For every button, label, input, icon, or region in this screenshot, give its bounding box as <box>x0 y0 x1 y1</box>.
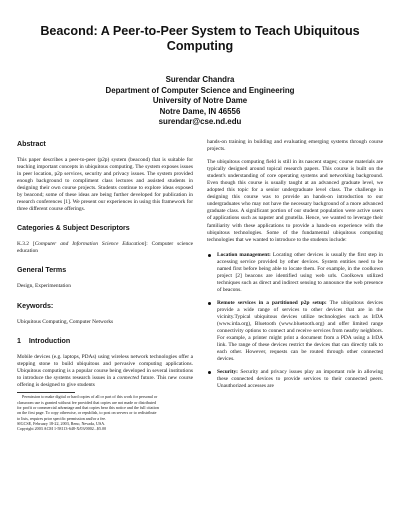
general-terms-heading: General Terms <box>17 266 67 275</box>
categories-rest: ]: Computer science education <box>17 241 193 255</box>
body-paragraph-1: hands-on training in building and evaluating emerging systems through course projects. <box>207 139 383 153</box>
left-column <box>17 140 193 431</box>
footnote-line-7: Copyright 2003 ACM 1-58113-648-X/03/0002...$5.00 <box>17 426 107 432</box>
list-item-label: Security: <box>217 369 238 376</box>
author-university: University of Notre Dame <box>152 96 248 105</box>
footnote-line-5: to lists, requires prior specific permission and/or a fee. <box>17 415 107 421</box>
bullet-icon <box>208 254 211 257</box>
bullet-icon <box>208 302 211 305</box>
list-item <box>207 300 383 363</box>
abstract-text: This paper describes a peer-to-peer (p2p) system (beacond) that is suitable for teaching important concepts in ubiquitous computing. The system exposes issues in peer location, p2p services, security and privacy issues. The system provided enough background to compliment class lectures and assisted students in designing their own course projects. Students continue to explore ideas exposed by beacond; some of these ideas are being further developed for publication in research conferences [1]. We present our experiences in using this framework for three different course offerings. <box>17 157 193 213</box>
categories-italic: Computer and Information Science Education <box>34 241 145 248</box>
footnote-line-6: SIGCSE, February 18-22, 2003, Reno, Nevada, USA. <box>17 420 106 426</box>
list-item <box>207 369 383 390</box>
footnote-line-1: Permission to make digital or hard copies of all or part of this work for personal or <box>22 394 158 400</box>
general-terms-text: Design, Experimentation <box>17 283 71 290</box>
bullet-icon <box>208 371 211 374</box>
introduction-text-a: Mobile devices (e.g. laptops, PDAs) using wireless network technologies offer a stepping stone to build ubiquitous and pervasive computing applications. Ubiquitous computing is a popular course being developed in several institutions to introduce the systems research issues in a <box>17 353 193 381</box>
abstract-heading: Abstract <box>17 140 46 148</box>
footnote-line-4: on the first page. To copy otherwise, or republish, to post on servers or to redistribute <box>17 410 157 416</box>
introduction-italic: connected <box>117 374 139 381</box>
list-item-label: Remote services in a partitioned p2p setup: <box>217 299 327 306</box>
list-item-text: Security and privacy issues play an important role in allowing these connected devices to provide services to their connected peers. Unauthorized accesses are <box>217 369 383 390</box>
title-line-2: Computing <box>166 39 234 53</box>
categories-text <box>17 241 193 255</box>
keywords-text: Ubiquitous Computing, Computer Networks <box>17 318 114 325</box>
author-department: Department of Computer Science and Engineering <box>105 85 295 95</box>
author-city: Notre Dame, IN 46556 <box>159 106 241 116</box>
paper-title <box>20 24 380 54</box>
list-item <box>207 252 383 294</box>
right-column <box>207 139 383 397</box>
list-item-label: Location management: <box>217 251 271 258</box>
permission-footnote <box>17 394 193 431</box>
list-item-text: The ubiquitous devices provide a wide range of services to other devices that are in the vicinity.Typical ubiquitous devices utilize technologies such as IrDA (www.irda.org), Bluetooth (www.bluetooth.org) and offer limited range connectivity options to connect and receive services from nearby neighbors. For example, a printer might print a document from a PDA using a IrDA link. The range of these devices restrict the devices that can directly talk to each other. However, requests can be routed through other connected devices. <box>217 299 383 363</box>
author-block <box>20 75 380 128</box>
categories-heading: Categories & Subject Descriptors <box>17 224 130 233</box>
list-item-text: Locating other devices is usually the first step in accessing service provided by other devices. System entities need to be named first before being able to locate them. For example, in the coolkown project [2] beacons are identified using web urls. Coolkown utilized techniques such as direct and indirect sensing to announce the web presence of beacons. <box>217 251 384 293</box>
introduction-text <box>17 354 193 389</box>
footnote-rule <box>17 392 75 393</box>
footnote-line-2: classroom use is granted without fee provided that copies are not made or distributed <box>17 399 157 405</box>
body-paragraph-2: The ubiquitous computing field is still in its nascent stages; course materials are typically designed around topical research papers. This course is built on the student's understanding of core operating systems and networking background. Even though this course is usually taught at an advanced graduate level, we adopted this topic for a senior undergraduate level class. The challenge in designing this course was to provide an hands-on introduction to our undergraduates who may not have the necessary background of a more advanced graduate class. A significant portion of our student population were active users of applications such as napster and gnutella. Hence, we wanted to leverage their familiarity with these applications to provide a hands-on experience with the ubiquitous technologies. Some of the fundamental ubiquitous computing technologies that we wanted to introduce to the students include: <box>207 159 383 243</box>
technology-list <box>207 252 383 391</box>
author-email: surendar@cse.nd.edu <box>158 117 242 126</box>
categories-code: K.3.2 [ <box>17 241 35 248</box>
footnote-line-3: for profit or commercial advantage and that copies bear this notice and the full citation <box>17 404 159 410</box>
introduction-heading: 1 Introduction <box>17 336 71 345</box>
author-name: Surendar Chandra <box>165 75 235 84</box>
introduction-text-b: future. This new course offering is designed to give students <box>17 374 193 388</box>
keywords-heading: Keywords: <box>17 301 54 310</box>
title-line-1: Beacond: A Peer-to-Peer System to Teach Ubiquitous <box>40 24 360 38</box>
